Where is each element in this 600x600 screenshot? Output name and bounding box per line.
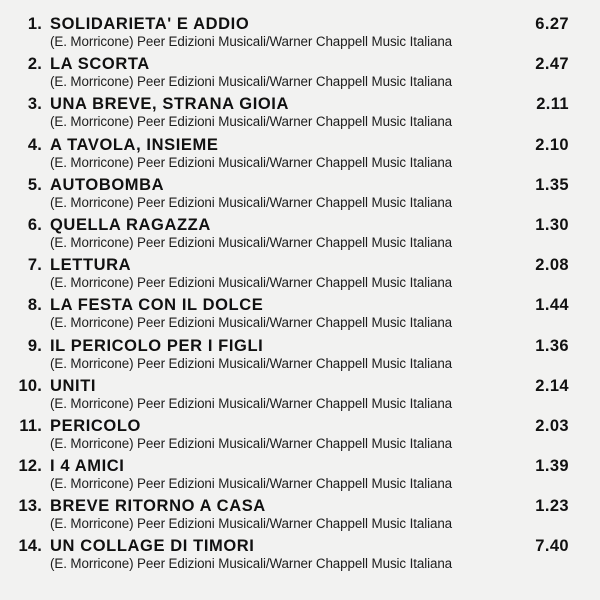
track-duration: 1.23 [535,497,569,516]
track-title: UN COLLAGE DI TIMORI [50,537,255,556]
track-number: 12. [18,457,42,476]
track-duration: 2.47 [535,55,569,74]
track-row [0,291,600,331]
track-row [0,452,600,492]
track-title: LA FESTA CON IL DOLCE [50,296,264,315]
track-duration: 2.08 [535,256,569,275]
track-row [0,412,600,452]
track-row [0,10,600,50]
track-credit: (E. Morricone) Peer Edizioni Musicali/Warner Chappell Music Italiana [50,395,453,411]
track-number: 2. [27,55,42,74]
track-number: 9. [27,336,42,355]
track-row [0,332,600,372]
track-duration: 2.14 [535,376,569,395]
track-credit: (E. Morricone) Peer Edizioni Musicali/Warner Chappell Music Italiana [50,516,453,532]
track-credit: (E. Morricone) Peer Edizioni Musicali/Warner Chappell Music Italiana [50,556,453,572]
track-credit: (E. Morricone) Peer Edizioni Musicali/Warner Chappell Music Italiana [50,74,453,90]
track-duration: 2.10 [535,135,569,154]
track-number: 7. [27,256,42,275]
track-row [0,131,600,171]
track-credit: (E. Morricone) Peer Edizioni Musicali/Warner Chappell Music Italiana [50,275,453,291]
track-duration: 1.39 [535,457,569,476]
track-title: AUTOBOMBA [50,175,165,194]
track-row [0,90,600,130]
track-credit: (E. Morricone) Peer Edizioni Musicali/Warner Chappell Music Italiana [50,234,453,250]
track-duration: 2.11 [536,95,569,114]
track-number: 14. [18,537,42,556]
track-number: 5. [27,175,42,194]
track-title: UNITI [50,376,97,395]
track-title: SOLIDARIETA' E ADDIO [50,15,250,33]
track-credit: (E. Morricone) Peer Edizioni Musicali/Warner Chappell Music Italiana [50,154,453,170]
track-credit: (E. Morricone) Peer Edizioni Musicali/Warner Chappell Music Italiana [50,435,453,451]
track-credit: (E. Morricone) Peer Edizioni Musicali/Warner Chappell Music Italiana [50,355,453,371]
track-duration: 6.27 [535,15,569,33]
track-duration: 1.30 [535,215,569,234]
track-number: 11. [19,416,42,435]
track-duration: 1.35 [535,175,569,194]
track-credit: (E. Morricone) Peer Edizioni Musicali/Warner Chappell Music Italiana [50,114,453,130]
track-number: 1. [27,15,42,33]
track-title: UNA BREVE, STRANA GIOIA [50,95,290,114]
track-title: I 4 AMICI [50,457,125,476]
track-title: IL PERICOLO PER I FIGLI [50,336,264,355]
track-row [0,492,600,532]
track-number: 10. [18,376,42,395]
track-credit: (E. Morricone) Peer Edizioni Musicali/Warner Chappell Music Italiana [50,194,453,210]
track-number: 3. [27,95,42,114]
track-row [0,251,600,291]
track-title: BREVE RITORNO A CASA [50,497,266,516]
track-title: LA SCORTA [50,55,150,74]
track-title: QUELLA RAGAZZA [50,215,211,234]
track-duration: 2.03 [535,416,569,435]
track-row [0,532,600,572]
track-credit: (E. Morricone) Peer Edizioni Musicali/Warner Chappell Music Italiana [50,34,453,49]
track-row [0,372,600,412]
track-title: A TAVOLA, INSIEME [50,135,219,154]
track-duration: 7.40 [535,537,569,556]
track-duration: 1.36 [535,336,569,355]
track-number: 4. [27,135,42,154]
track-duration: 1.44 [535,296,569,315]
track-number: 6. [27,215,42,234]
track-row [0,211,600,251]
track-credit: (E. Morricone) Peer Edizioni Musicali/Warner Chappell Music Italiana [50,315,453,331]
track-number: 8. [27,296,42,315]
track-row [0,171,600,211]
track-row [0,50,600,90]
track-title: PERICOLO [50,416,141,435]
track-list [0,10,600,573]
track-number: 13. [18,497,42,516]
track-credit: (E. Morricone) Peer Edizioni Musicali/Warner Chappell Music Italiana [50,476,453,492]
track-title: LETTURA [50,256,132,275]
